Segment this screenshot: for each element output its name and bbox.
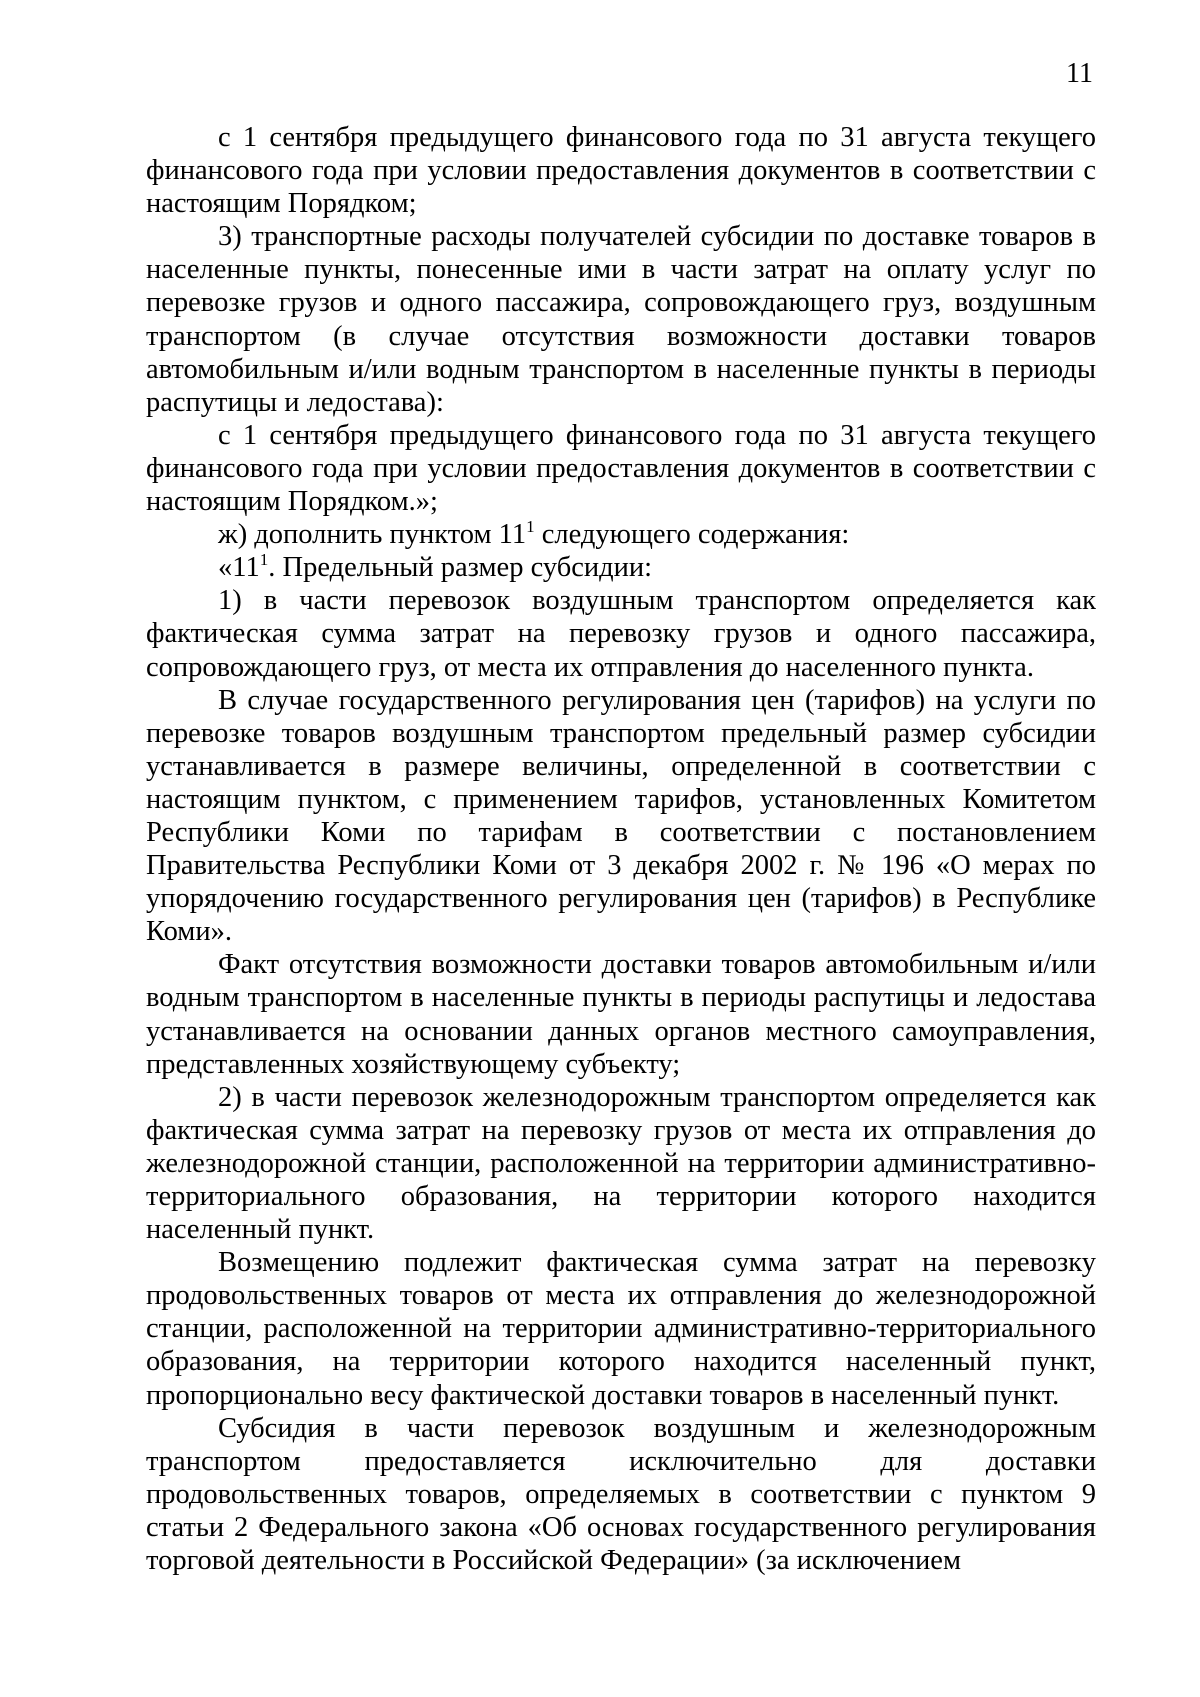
paragraph-6: 1) в части перевозок воздушным транспортом определяется как фактическая сумма затрат на перевозку грузов и одного пассажира, сопровождающего груз, от места их отправления до населенного пункта. — [146, 585, 1096, 683]
paragraph-11: Субсидия в части перевозок воздушным и железнодорожным транспортом предоставляется исключительно для доставки продовольственных товаров, определяемых в соответствии с пунктом 9 статьи 2 Федерального закона «Об основах государственного регулирования торговой деятельности в Российской Федерации» (за исключением — [146, 1412, 1096, 1577]
paragraph-4-text-before: ж) дополнить пунктом 11 — [218, 519, 527, 551]
paragraph-2: 3) транспортные расходы получателей субсидии по доставке товаров в населенные пункты, понесенные ими в части затрат на оплату услуг по перевозке грузов и одного пассажира, сопровождающего груз, воздушным транспортом (в случае отсутствия возможности доставки товаров автомобильным и/или водным транспортом в населенные пункты в периоды распутицы и ледостава): — [146, 221, 1096, 418]
paragraph-3: с 1 сентября предыдущего финансового года по 31 августа текущего финансового года при условии предоставления документов в соответствии с настоящим Порядком.»; — [146, 419, 1096, 518]
page-number: 11 — [1066, 58, 1093, 89]
paragraph-10: Возмещению подлежит фактическая сумма затрат на перевозку продовольственных товаров от места их отправления до железнодорожной станции, расположенной на территории административно-территориального образования, на территории которого находится населенный пункт, пропорционально весу фактической доставки товаров в населенный пункт. — [146, 1247, 1096, 1411]
paragraph-5-text-before: «11 — [218, 552, 260, 584]
paragraph-9: 2) в части перевозок железнодорожным транспортом определяется как фактическая сумма затрат на перевозку грузов от места их отправления до железнодорожной станции, расположенной на территории административно-территориального образования, на территории которого находится населенный пункт. — [146, 1081, 1096, 1246]
paragraph-5-text-after: . Предельный размер субсидии: — [268, 552, 653, 584]
document-body — [146, 121, 1096, 1577]
paragraph-4-superscript: 1 — [526, 517, 535, 537]
paragraph-5 — [146, 551, 1096, 584]
paragraph-4-text-after: следующего содержания: — [534, 519, 850, 551]
paragraph-7: В случае государственного регулирования цен (тарифов) на услуги по перевозке товаров воздушным транспортом предельный размер субсидии устанавливается в размере величины, определенной в соответствии с настоящим пунктом, с применением тарифов, установленных Комитетом Республики Коми по тарифам в соответствии с постановлением Правительства Республики Коми от 3 декабря 2002 г. № 196 «О мерах по упорядочению государственного регулирования цен (тарифов) в Республике Коми». — [146, 684, 1096, 948]
paragraph-5-superscript: 1 — [259, 550, 269, 570]
paragraph-4 — [146, 518, 1096, 551]
paragraph-1: с 1 сентября предыдущего финансового года по 31 августа текущего финансового года при условии предоставления документов в соответствии с настоящим Порядком; — [146, 122, 1096, 220]
paragraph-8: Факт отсутствия возможности доставки товаров автомобильным и/или водным транспортом в населенные пункты в периоды распутицы и ледостава устанавливается на основании данных органов местного самоуправления, представленных хозяйствующему субъекту; — [146, 949, 1096, 1080]
